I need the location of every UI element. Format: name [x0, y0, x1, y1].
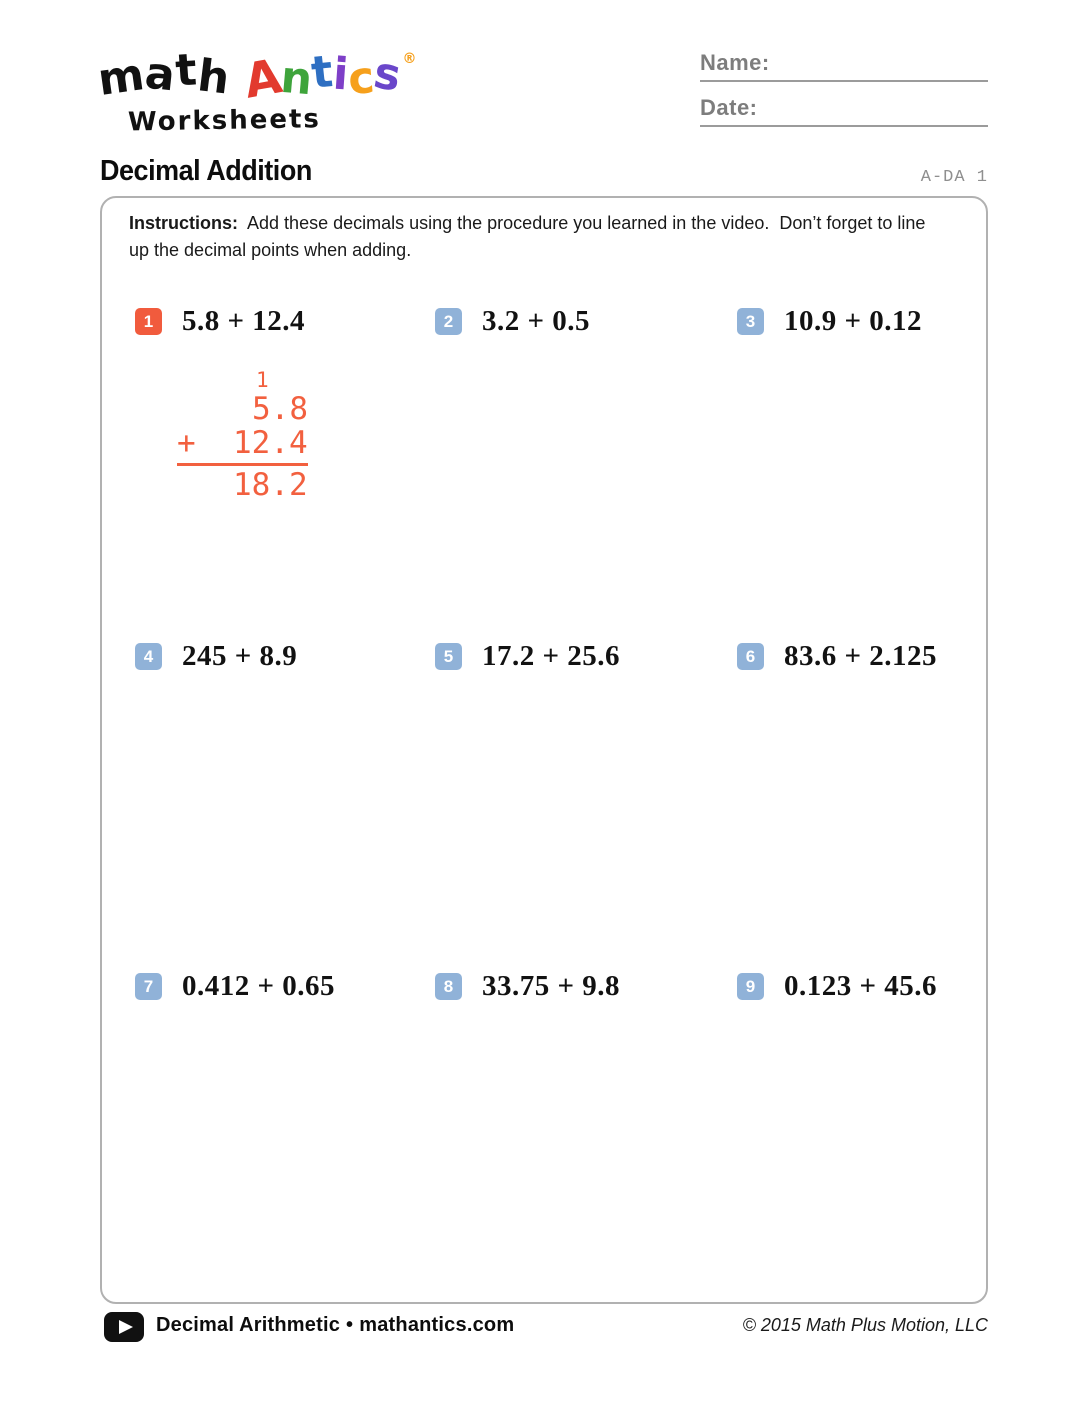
- logo-letter: m: [94, 48, 149, 107]
- problem-number-badge: 5: [435, 643, 462, 670]
- problem-number-badge: 4: [135, 643, 162, 670]
- math-antics-logo: [94, 44, 417, 138]
- example-addend-1: 5.8: [252, 391, 308, 427]
- problem-number-badge: 1: [135, 308, 162, 335]
- example-addend-2-row: [177, 426, 308, 460]
- problem-number-badge: 3: [737, 308, 764, 335]
- header-fields: [700, 50, 988, 140]
- problem-7: [135, 970, 335, 1003]
- problem-expression: 83.6 + 2.125: [784, 640, 938, 672]
- logo-letter: a: [142, 47, 179, 102]
- instructions: [129, 210, 939, 264]
- problem-2: [435, 305, 590, 338]
- plus-sign: +: [177, 425, 196, 461]
- logo-math-text: [94, 44, 233, 107]
- separator-dot: •: [346, 1314, 354, 1336]
- instructions-label: Instructions:: [129, 213, 239, 233]
- logo-letter: h: [194, 50, 233, 105]
- problem-expression: 17.2 + 25.6: [482, 640, 621, 672]
- logo-letter: i: [331, 48, 351, 101]
- problem-expression: 3.2 + 0.5: [482, 305, 591, 337]
- problem-4: [135, 640, 297, 673]
- problem-expression: 0.123 + 45.6: [784, 970, 938, 1002]
- example-sum: 18.2: [233, 467, 308, 503]
- logo-letter: n: [278, 51, 315, 106]
- logo-letter: t: [173, 44, 199, 97]
- date-label: Date:: [700, 95, 758, 120]
- play-video-icon: [104, 1312, 144, 1342]
- logo-letter: t: [309, 46, 336, 99]
- problem-expression: 10.9 + 0.12: [784, 305, 923, 337]
- instructions-text: Add these decimals using the procedure you learned in the video. Don’t forget to line up the decimal points when adding.: [129, 213, 931, 260]
- sum-rule-line: [177, 463, 308, 466]
- problem-1: [135, 305, 305, 338]
- problem-expression: 5.8 + 12.4: [182, 305, 306, 337]
- problem-9: [737, 970, 937, 1003]
- problem-8: [435, 970, 620, 1003]
- problem-number-badge: 7: [135, 973, 162, 1000]
- problem-5: [435, 640, 620, 673]
- problem-expression: 33.75 + 9.8: [482, 970, 621, 1002]
- logo-wordmark: [94, 44, 417, 110]
- worksheet-code: A-DA 1: [920, 168, 988, 187]
- footer: [100, 1310, 988, 1354]
- registered-trademark-icon: ®: [402, 51, 417, 67]
- name-label: Name:: [700, 50, 770, 75]
- name-field: [700, 50, 988, 82]
- problem-6: [737, 640, 937, 673]
- video-title: Decimal Arithmetic: [156, 1314, 341, 1336]
- carry-digit: 1: [256, 368, 269, 392]
- copyright-notice: © 2015 Math Plus Motion, LLC: [742, 1315, 988, 1335]
- logo-letter: c: [346, 51, 377, 106]
- example-addend-2: 12.4: [233, 425, 308, 461]
- problem-expression: 0.412 + 0.65: [182, 970, 336, 1002]
- page-title: Decimal Addition: [100, 155, 312, 187]
- problem-number-badge: 9: [737, 973, 764, 1000]
- website-link: mathantics.com: [359, 1314, 515, 1336]
- logo-worksheets-text: Worksheets: [127, 104, 322, 138]
- footer-video-reference: [156, 1314, 514, 1337]
- logo-letter: A: [240, 49, 286, 110]
- problem-number-badge: 8: [435, 973, 462, 1000]
- problem-expression: 245 + 8.9: [182, 640, 298, 672]
- date-field: [700, 95, 988, 127]
- worked-example: [177, 368, 308, 502]
- logo-antics-text: [240, 46, 406, 110]
- problem-number-badge: 6: [737, 643, 764, 670]
- logo-letter: s: [370, 47, 406, 102]
- worksheet-box: [100, 196, 988, 1304]
- problem-3: [737, 305, 922, 338]
- problem-number-badge: 2: [435, 308, 462, 335]
